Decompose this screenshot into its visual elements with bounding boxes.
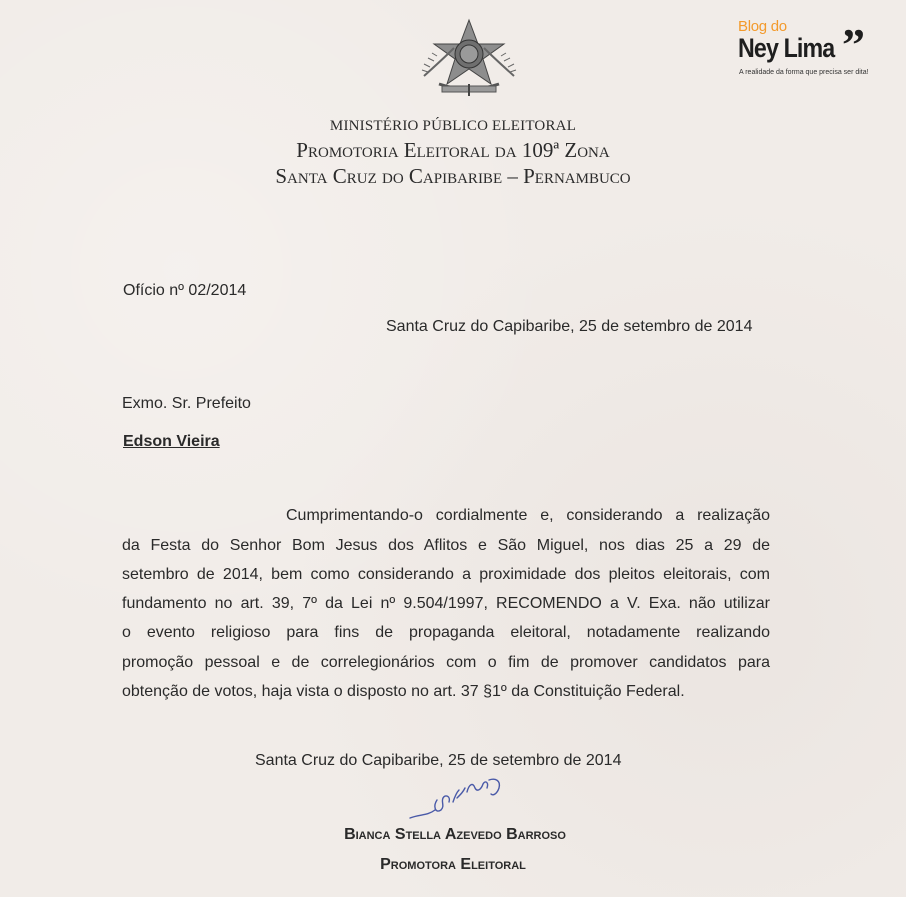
body-line: obtenção de votos, haja vista o disposto no art. 37 §1º da Constituição Federal. (122, 683, 685, 700)
header-office: Promotoria Eleitoral da 109ª Zona (296, 138, 610, 162)
coat-of-arms-emblem (414, 18, 524, 98)
body-line: fundamento no art. 39, 7º da Lei nº 9.504/1997, RECOMENDO a V. Exa. não utilizar (122, 595, 770, 612)
blog-logo-prefix: Blog do (738, 18, 787, 35)
salutation: Exmo. Sr. Prefeito (122, 395, 251, 412)
signer-title: Promotora Eleitoral (380, 856, 526, 873)
oficio-number: Ofício nº 02/2014 (123, 282, 247, 299)
body-line: da Festa do Senhor Bom Jesus dos Aflitos e São Miguel, nos dias 25 a 29 de (122, 537, 770, 554)
body-line: o evento religioso para fins de propaganda eleitoral, notadamente realizando (122, 624, 770, 641)
blog-logo (738, 18, 898, 82)
body-line: Cumprimentando-o cordialmente e, considerando a realização (286, 507, 770, 524)
blog-logo-tagline: A realidade da forma que precisa ser dita! (739, 69, 869, 76)
quote-mark-icon: ” (842, 19, 865, 70)
body-line: setembro de 2014, bem como considerando a proximidade dos pleitos eleitorais, com (122, 566, 770, 583)
blog-logo-name: Ney Lima (738, 33, 835, 63)
body-line: promoção pessoal e de correlegionários com o fim de promover candidatos para (122, 654, 770, 671)
handwritten-signature (405, 770, 515, 825)
recipient-name: Edson Vieira (123, 433, 220, 450)
letter-date-bottom: Santa Cruz do Capibaribe, 25 de setembro de 2014 (255, 752, 622, 769)
letter-date-top: Santa Cruz do Capibaribe, 25 de setembro de 2014 (386, 318, 753, 335)
signer-name: Bianca Stella Azevedo Barroso (344, 826, 566, 843)
header-ministry: MINISTÉRIO PÚBLICO ELEITORAL (329, 118, 577, 134)
header-location: Santa Cruz do Capibaribe – Pernambuco (275, 164, 631, 188)
